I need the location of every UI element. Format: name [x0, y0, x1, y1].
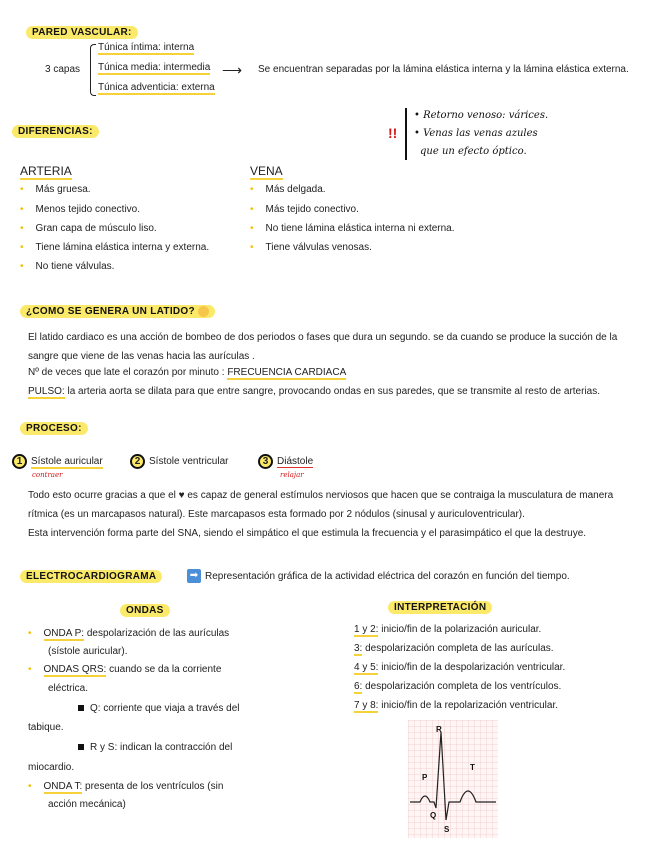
onda-t: • ONDA T: presenta de los ventrículos (sin [28, 781, 224, 792]
side-note-line-2: • Venas las venas azules [414, 128, 538, 139]
latido-paragraph: El latido cardiaco es una acción de bombeo de dos periodos o fases que dura un segundo. se da cuando se produce la succión de la sangre que viene de las venas hacia las aurículas . [28, 332, 618, 362]
side-note-line-1: • Retorno venoso: várices. [414, 110, 549, 121]
onda-rs: R y S: indican la contracción del [78, 742, 232, 753]
vena-item: • No tiene lámina elástica interna ni externa. [250, 223, 455, 234]
layer-intima: Túnica íntima: interna [98, 42, 195, 53]
ecg-diagram [408, 720, 498, 838]
section-title-diferencias: DIFERENCIAS: [12, 125, 99, 138]
alert-marks: !! [388, 125, 398, 141]
pulso-line: PULSO: la arteria aorta se dilata para que entre sangre, provocando ondas en sus paredes, que se transmite al resto de arterias. [28, 386, 601, 397]
onda-q-cont: tabique. [28, 722, 64, 733]
layer-adventicia: Túnica adventicia: externa [98, 82, 215, 93]
section-title-proceso: PROCESO: [20, 422, 88, 435]
onda-qrs-cont: eléctrica. [48, 683, 89, 694]
onda-rs-cont: miocardio. [28, 762, 75, 773]
arteria-item: • Tiene lámina elástica interna y externa. [20, 242, 210, 253]
arteria-item: • Menos tejido conectivo. [20, 204, 141, 215]
frecuencia-line: Nº de veces que late el corazón por minuto : FRECUENCIA CARDIACA [28, 367, 347, 378]
proceso-step-3: 3 Diástole [258, 454, 313, 469]
wave-label-s: S [444, 825, 450, 834]
step-1-note: contraer [32, 471, 63, 479]
side-note-line-3: que un efecto óptico. [420, 146, 527, 157]
vena-item: • Más delgada. [250, 184, 326, 195]
wave-label-p: P [422, 773, 428, 782]
proceso-sna: Esta intervención forma parte del SNA, siendo el simpático el que estimula la frecuencia y el parasimpático el que la destruye. [28, 528, 587, 539]
vena-title: VENA [250, 164, 283, 178]
proceso-step-2: 2 Sístole ventricular [130, 454, 228, 469]
arteria-title: ARTERIA [20, 164, 72, 178]
onda-qrs: • ONDAS QRS: cuando se da la corriente [28, 664, 222, 675]
onda-p-cont: (sístole auricular). [48, 646, 128, 657]
step-3-note: relajar [280, 471, 304, 479]
heart-sticker-icon [198, 306, 209, 317]
interp-item: 6: despolarización completa de los ventrículos. [354, 681, 562, 692]
note-divider [405, 108, 407, 160]
onda-t-cont: acción mecánica) [48, 799, 126, 810]
interp-item: 4 y 5: inicio/fin de la despolarización ventricular. [354, 662, 566, 673]
vena-item: • Más tejido conectivo. [250, 204, 359, 215]
onda-p: • ONDA P: despolarización de las aurículas [28, 628, 230, 639]
arteria-item: • Más gruesa. [20, 184, 91, 195]
pared-note: Se encuentran separadas por la lámina elástica interna y la lámina elástica externa. [258, 64, 629, 75]
arrow-icon: ⟶ [222, 62, 243, 78]
arteria-item: • Gran capa de músculo liso. [20, 223, 157, 234]
section-title-pared: PARED VASCULAR: [26, 26, 138, 39]
onda-q: Q: corriente que viaja a través del [78, 703, 240, 714]
ecg-definition: Representación gráfica de la actividad eléctrica del corazón en función del tiempo. [205, 571, 570, 582]
interp-item: 7 y 8: inicio/fin de la repolarización ventricular. [354, 700, 559, 711]
wave-label-t: T [470, 763, 475, 772]
wave-label-r: R [436, 725, 442, 734]
ondas-title: ONDAS [120, 604, 170, 617]
interpretacion-title: INTERPRETACIÓN [388, 601, 492, 614]
layer-media: Túnica media: intermedia [98, 62, 211, 73]
section-title-latido: ¿COMO SE GENERA UN LATIDO? [20, 305, 215, 318]
vena-item: • Tiene válvulas venosas. [250, 242, 372, 253]
interp-item: 3: despolarización completa de las aurículas. [354, 643, 554, 654]
arteria-item: • No tiene válvulas. [20, 261, 115, 272]
wave-label-q: Q [430, 811, 437, 820]
proceso-step-1: 1 Sístole auricular [12, 454, 103, 469]
capas-label: 3 capas [45, 64, 81, 75]
section-title-ecg: ELECTROCARDIOGRAMA [20, 570, 162, 583]
arrow-right-icon: ➡ [187, 569, 201, 583]
interp-item: 1 y 2: inicio/fin de la polarización auricular. [354, 624, 542, 635]
brace [90, 44, 96, 96]
proceso-paragraph: Todo esto ocurre gracias a que el ♥ es capaz de general estímulos nerviosos que hacen que se contraiga la musculatura de manera rítmica (es un marcapasos natural). Este marcapasos esta formado por 2 nódulos (sinusal y auriculoventricular). [28, 490, 614, 520]
